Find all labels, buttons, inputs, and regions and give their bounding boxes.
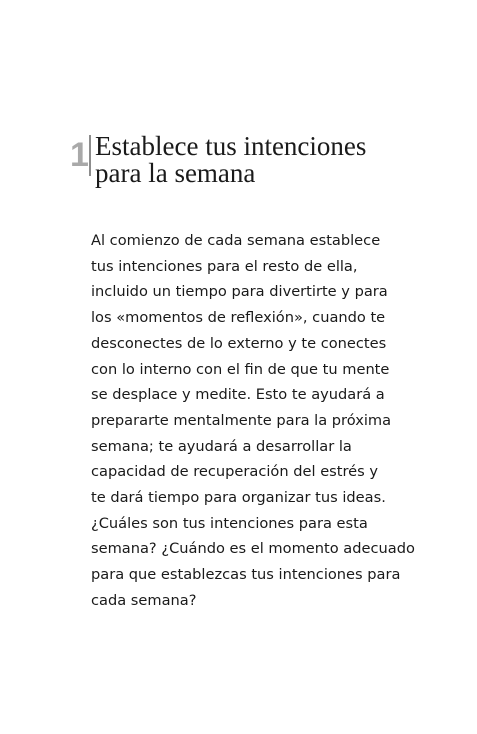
body-paragraph bbox=[91, 228, 421, 614]
body-line: semana? ¿Cuándo es el momento adecuado bbox=[91, 540, 415, 558]
body-line: Al comienzo de cada semana establece bbox=[91, 232, 381, 249]
body-line: cada semana? bbox=[91, 591, 197, 609]
body-line: prepararte mentalmente para la próxima bbox=[91, 411, 392, 429]
chapter-number: 1 bbox=[70, 136, 89, 174]
chapter-title-line: para la semana bbox=[95, 158, 256, 188]
body-line: capacidad de recuperación del estrés y bbox=[91, 463, 379, 481]
chapter-divider bbox=[89, 135, 91, 176]
body-line: con lo interno con el fin de que tu mente bbox=[91, 360, 390, 378]
body-line: ¿Cuáles son tus intenciones para esta bbox=[91, 514, 368, 532]
body-line: se desplace y medite. Esto te ayudará a bbox=[91, 386, 385, 404]
chapter-title-line: Establece tus intenciones bbox=[95, 131, 367, 161]
body-line: para que establezcas tus intenciones para bbox=[91, 566, 401, 584]
body-line: te dará tiempo para organizar tus ideas. bbox=[91, 489, 386, 507]
body-line: tus intenciones para el resto de ella, bbox=[91, 257, 358, 275]
chapter-title bbox=[95, 133, 435, 187]
body-line: incluido un tiempo para divertirte y para bbox=[91, 283, 388, 301]
body-line: semana; te ayudará a desarrollar la bbox=[91, 437, 352, 455]
body-line: desconectes de lo externo y te conectes bbox=[91, 334, 387, 352]
body-line: los «momentos de reflexión», cuando te bbox=[91, 309, 386, 327]
